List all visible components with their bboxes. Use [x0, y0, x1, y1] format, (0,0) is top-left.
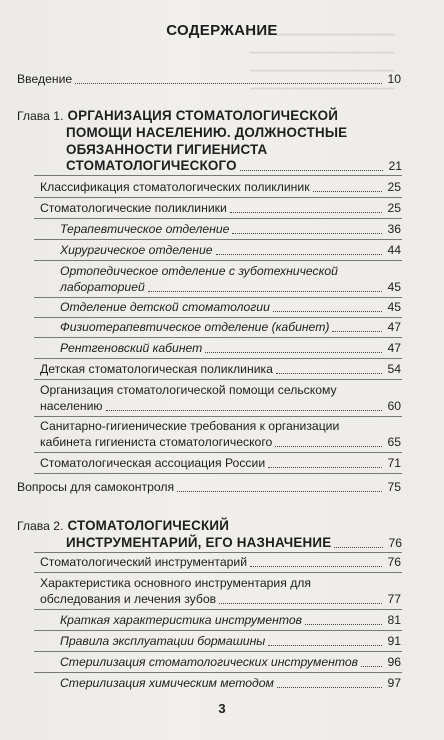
toc-entry-text: Хирургическое отделение — [60, 243, 213, 257]
leader-dots — [240, 170, 383, 171]
toc-entry[interactable] — [60, 320, 401, 335]
show-through: ━━━━━━━━━━━━━━━━━━━━━━━━ — [250, 66, 395, 77]
separator-line — [34, 239, 402, 240]
toc-page-number: 25 — [387, 201, 401, 215]
toc-page-number: 21 — [388, 158, 402, 173]
toc-entry[interactable] — [60, 613, 401, 628]
toc-page-number: 76 — [387, 555, 401, 569]
toc-page-number: 36 — [387, 222, 401, 236]
chapter-title: ОБЯЗАННОСТИ ГИГИЕНИСТА — [66, 142, 268, 157]
toc-entry-text: Стерилизация стоматологических инструментов — [60, 655, 358, 669]
show-through: ━━━━━━━━━━━━━━━━━━━━━━━━ — [250, 48, 395, 59]
toc-page-number: 54 — [387, 362, 401, 376]
toc-entry-text: Ортопедическое отделение с зуботехнической — [60, 264, 338, 278]
toc-entry[interactable] — [60, 300, 401, 315]
toc-page-number: 10 — [387, 72, 401, 86]
toc-entry[interactable] — [60, 341, 401, 356]
leader-dots — [216, 254, 383, 255]
toc-page-number: 77 — [387, 592, 401, 606]
chapter-prefix: Глава 2. — [17, 518, 64, 533]
toc-entry[interactable] — [40, 555, 401, 570]
toc-entry-text: Вопросы для самоконтроля — [17, 480, 175, 494]
separator-line — [34, 197, 402, 198]
separator-line — [34, 218, 402, 219]
leader-dots — [250, 566, 382, 567]
separator-line — [34, 297, 402, 298]
toc-entry-text: лабораторией — [60, 280, 145, 294]
leader-dots — [332, 331, 382, 332]
separator-line — [34, 452, 402, 453]
separator-line — [34, 672, 402, 673]
toc-entry-line — [40, 383, 401, 398]
leader-dots — [148, 291, 382, 292]
separator-line — [34, 552, 402, 553]
toc-entry-text: Отделение детской стоматологии — [60, 300, 270, 314]
leader-dots — [232, 233, 382, 234]
toc-page-number: 25 — [387, 180, 401, 194]
leader-dots — [334, 547, 383, 548]
toc-page-number: 44 — [387, 243, 401, 257]
toc-page-number: 65 — [387, 435, 401, 449]
toc-entry-text: Физиотерапевтическое отделение (кабинет) — [60, 320, 330, 334]
leader-dots — [305, 624, 382, 625]
toc-page-number: 97 — [387, 676, 401, 690]
toc-entry-text: Характеристика основного инструментария для — [40, 576, 312, 590]
chapter-heading-line — [66, 535, 402, 551]
toc-entry-line — [60, 280, 401, 295]
show-through: ━━━━━━━━━━━━━━━━━━━━━━━━ — [250, 84, 395, 95]
leader-dots — [219, 603, 382, 604]
toc-entry[interactable] — [60, 222, 401, 237]
toc-entry-text: Организация стоматологической помощи сельскому — [40, 383, 337, 397]
separator-line — [34, 572, 402, 573]
toc-entry-line — [40, 435, 401, 450]
chapter-heading-line — [66, 158, 402, 174]
toc-entry[interactable] — [60, 655, 401, 670]
toc-entry-text: Рентгеновский кабинет — [60, 341, 203, 355]
separator-line — [34, 175, 402, 176]
toc-page-number: 45 — [387, 280, 401, 294]
chapter-title: СТОМАТОЛОГИЧЕСКОГО — [66, 158, 237, 173]
chapter-heading-line — [66, 142, 402, 158]
toc-page-number: 47 — [387, 320, 401, 334]
chapter-prefix: Глава 1. — [17, 108, 64, 123]
separator-line — [34, 630, 402, 631]
toc-entry-text: Санитарно-гигиенические требования к организации — [40, 419, 340, 433]
leader-dots — [361, 666, 382, 667]
toc-entry-line — [40, 592, 401, 607]
toc-page-number: 45 — [387, 300, 401, 314]
separator-line — [34, 379, 402, 380]
toc-entry[interactable] — [60, 243, 401, 258]
separator-line — [34, 416, 402, 417]
leader-dots — [313, 191, 382, 192]
separator-line — [34, 609, 402, 610]
separator-line — [34, 651, 402, 652]
toc-entry[interactable] — [40, 456, 401, 471]
toc-entry-text: Введение — [17, 72, 73, 86]
chapter-heading-line — [17, 108, 401, 124]
separator-line — [34, 473, 402, 474]
toc-entry-text: Стоматологический инструментарий — [40, 555, 248, 569]
separator-line — [34, 317, 402, 318]
leader-dots — [268, 645, 382, 646]
toc-entry-text: Краткая характеристика инструментов — [60, 613, 302, 627]
toc-entry-line — [60, 264, 401, 279]
chapter-title: СТОМАТОЛОГИЧЕСКИЙ — [67, 518, 230, 533]
chapter-title: ПОМОЩИ НАСЕЛЕНИЮ. ДОЛЖНОСТНЫЕ — [66, 125, 348, 140]
toc-entry-text: Стоматологические поликлиники — [40, 201, 227, 215]
leader-dots — [275, 446, 382, 447]
leader-dots — [273, 311, 382, 312]
toc-entry-line — [40, 399, 401, 414]
toc-entry-text: населению — [40, 399, 103, 413]
toc-page-number: 96 — [387, 655, 401, 669]
toc-entry-text: Стерилизация химическим методом — [60, 676, 274, 690]
toc-entry-line — [40, 419, 401, 434]
toc-title: СОДЕРЖАНИЕ — [166, 22, 278, 39]
toc-page-number: 60 — [387, 399, 401, 413]
leader-dots — [276, 373, 382, 374]
chapter-heading-line — [66, 125, 402, 141]
toc-entry-text: Классификация стоматологических поликлиник — [40, 180, 310, 194]
toc-page-number: 71 — [387, 456, 401, 470]
toc-entry-text: Правила эксплуатации бормашины — [60, 634, 266, 648]
page-number: 3 — [218, 701, 226, 716]
toc-page-number: 81 — [387, 613, 401, 627]
leader-dots — [75, 83, 382, 84]
leader-dots — [230, 212, 382, 213]
leader-dots — [106, 410, 382, 411]
toc-entry-questions[interactable] — [17, 480, 401, 495]
leader-dots — [177, 491, 382, 492]
toc-entry-text: Терапевтическое отделение — [60, 222, 230, 236]
toc-entry-line — [40, 576, 401, 591]
separator-line — [34, 358, 402, 359]
toc-entry[interactable] — [60, 634, 401, 649]
separator-line — [34, 260, 402, 261]
separator-line — [34, 337, 402, 338]
toc-entry-text: Детская стоматологическая поликлиника — [40, 362, 273, 376]
toc-entry-text: кабинета гигиениста стоматологического — [40, 435, 273, 449]
toc-page-number: 91 — [387, 634, 401, 648]
chapter-title: ОРГАНИЗАЦИЯ СТОМАТОЛОГИЧЕСКОЙ — [67, 108, 339, 123]
toc-entry-intro[interactable] — [17, 72, 401, 87]
chapter-heading-line — [17, 518, 401, 534]
toc-entry[interactable] — [40, 362, 401, 377]
toc-page-number: 47 — [387, 341, 401, 355]
toc-entry[interactable] — [40, 201, 401, 216]
leader-dots — [277, 687, 382, 688]
toc-page-number: 75 — [387, 480, 401, 494]
toc-page-number: 76 — [388, 535, 402, 550]
chapter-title: ИНСТРУМЕНТАРИЙ, ЕГО НАЗНАЧЕНИЕ — [66, 535, 332, 550]
toc-entry[interactable] — [40, 180, 401, 195]
leader-dots — [268, 467, 382, 468]
toc-entry-text: обследования и лечения зубов — [40, 592, 217, 606]
leader-dots — [205, 352, 382, 353]
toc-entry-text: Стоматологическая ассоциация России — [40, 456, 266, 470]
toc-entry[interactable] — [60, 676, 401, 691]
show-through: ━━━━━━━━━━━━━━━━━━━━━━━━ — [250, 30, 395, 41]
